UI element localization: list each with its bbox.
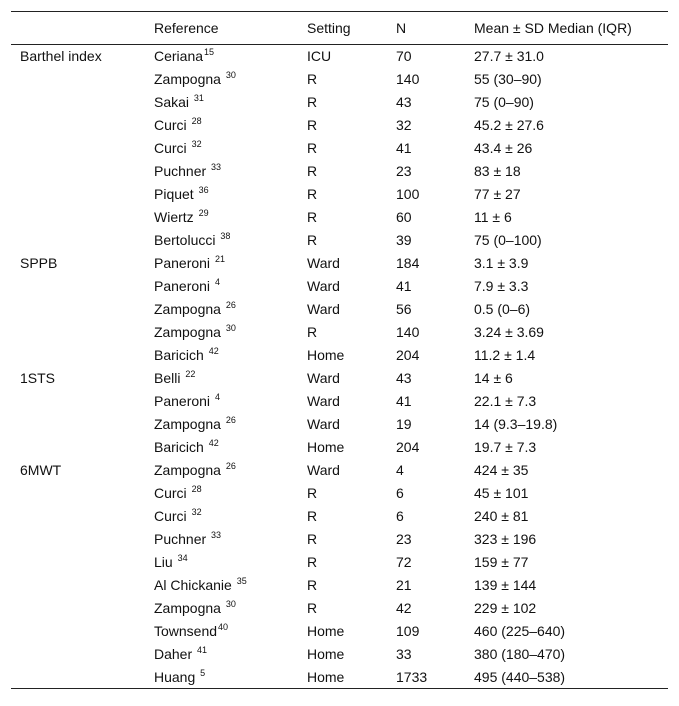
reference-cell (154, 597, 307, 620)
group-cell (11, 137, 154, 160)
reference-name: Ceriana (154, 48, 204, 65)
setting-cell: R (307, 209, 318, 225)
table-row (11, 137, 668, 160)
n-cell: 19 (396, 416, 412, 432)
reference-cell (154, 160, 307, 183)
group-cell: 1STS (20, 370, 56, 386)
reference-name: Belli (154, 370, 185, 386)
reference-name: Zampogna (154, 416, 225, 432)
table-row (11, 45, 668, 68)
reference-cell (154, 137, 307, 160)
reference-citation: 33 (211, 162, 222, 172)
reference-citation: 32 (191, 139, 202, 149)
reference-name: Sakai (154, 94, 193, 110)
table-row (11, 321, 668, 344)
group-cell (11, 91, 154, 114)
group-cell: 6MWT (20, 462, 62, 478)
reference-citation: 4 (214, 277, 220, 287)
table-row (11, 91, 668, 114)
n-cell: 60 (396, 209, 412, 225)
group-cell (11, 643, 154, 666)
group-cell (11, 551, 154, 574)
group-cell (11, 206, 154, 229)
group-cell (11, 390, 154, 413)
reference-citation: 29 (198, 208, 209, 218)
value-cell: 240 ± 81 (474, 508, 529, 524)
reference-citation: 4 (214, 392, 220, 402)
reference-citation: 28 (191, 484, 202, 494)
n-cell: 140 (396, 324, 420, 340)
value-cell: 424 ± 35 (474, 462, 529, 478)
group-cell (11, 505, 154, 528)
table-row (11, 183, 668, 206)
reference-cell (154, 528, 307, 551)
header-cell-reference: Reference (154, 12, 307, 45)
value-cell: 45 ± 101 (474, 485, 529, 501)
reference-name: Baricich (154, 439, 208, 455)
n-cell: 140 (396, 71, 420, 87)
value-cell: 14 ± 6 (474, 370, 513, 386)
setting-cell: Ward (307, 416, 340, 432)
reference-name: Paneroni (154, 393, 214, 409)
setting-cell: R (307, 232, 318, 248)
value-cell: 27.7 ± 31.0 (474, 48, 544, 65)
setting-cell: R (307, 163, 318, 179)
setting-cell: Ward (307, 255, 340, 271)
setting-cell: R (307, 117, 318, 133)
n-cell: 1733 (396, 666, 474, 689)
setting-cell: R (307, 577, 318, 593)
value-cell: 75 (0–90) (474, 94, 534, 110)
n-cell: 6 (396, 485, 404, 501)
value-cell: 55 (30–90) (474, 71, 542, 87)
value-cell: 3.24 ± 3.69 (474, 324, 544, 340)
header-cell-value: Mean ± SD Median (IQR) (474, 12, 668, 45)
reference-citation: 22 (185, 369, 196, 379)
group-cell (11, 620, 154, 643)
reference-cell (154, 344, 307, 367)
group-cell (11, 298, 154, 321)
reference-citation: 15 (204, 47, 215, 58)
reference-cell (154, 321, 307, 344)
setting-cell: R (307, 485, 318, 501)
value-cell: 43.4 ± 26 (474, 140, 533, 156)
reference-cell (154, 574, 307, 597)
reference-name: Curci (154, 508, 191, 524)
reference-cell (154, 252, 307, 275)
setting-cell: R (307, 140, 318, 156)
setting-cell: Home (307, 623, 345, 639)
table-row (11, 459, 668, 482)
value-cell: 11.2 ± 1.4 (474, 347, 536, 363)
group-cell (11, 436, 154, 459)
reference-citation: 28 (191, 116, 202, 126)
reference-citation: 35 (236, 576, 247, 586)
table-row (11, 252, 668, 275)
reference-citation: 33 (211, 530, 222, 540)
setting-cell: Home (307, 439, 345, 455)
group-cell (11, 666, 154, 689)
n-cell: 204 (396, 439, 420, 455)
reference-citation: 42 (208, 438, 219, 448)
group-cell (11, 160, 154, 183)
header-cell-setting: Setting (307, 12, 396, 45)
reference-cell (154, 367, 307, 390)
reference-name: Zampogna (154, 462, 225, 478)
value-cell: 19.7 ± 7.3 (474, 439, 537, 455)
setting-cell: ICU (307, 48, 332, 65)
reference-citation: 41 (197, 645, 208, 655)
reference-cell (154, 436, 307, 459)
setting-cell: R (307, 531, 318, 547)
group-cell (11, 229, 154, 252)
value-cell: 460 (225–640) (474, 623, 566, 639)
table-row (11, 114, 668, 137)
value-cell: 139 ± 144 (474, 577, 537, 593)
setting-cell: R (307, 186, 318, 202)
reference-cell (154, 459, 307, 482)
n-cell: 39 (396, 232, 412, 248)
n-cell: 43 (396, 370, 412, 386)
setting-cell: R (307, 554, 318, 570)
reference-cell (154, 482, 307, 505)
reference-cell (154, 114, 307, 137)
reference-cell (154, 183, 307, 206)
n-cell: 32 (396, 117, 412, 133)
setting-cell: Ward (307, 278, 340, 294)
reference-citation: 38 (220, 231, 231, 241)
reference-citation: 34 (177, 553, 188, 563)
reference-name: Daher (154, 646, 197, 662)
reference-cell (154, 643, 307, 666)
table-row (11, 390, 668, 413)
table-body (11, 45, 668, 689)
value-cell: 229 ± 102 (474, 600, 537, 616)
n-cell: 33 (396, 646, 412, 662)
setting-cell: R (307, 71, 318, 87)
reference-citation: 30 (225, 599, 236, 609)
reference-cell (154, 390, 307, 413)
n-cell: 41 (396, 140, 412, 156)
reference-citation: 40 (218, 622, 229, 632)
reference-cell (154, 275, 307, 298)
table-row (11, 413, 668, 436)
table-row (11, 551, 668, 574)
reference-name: Piquet (154, 186, 198, 202)
reference-cell (154, 68, 307, 91)
reference-citation: 30 (225, 323, 236, 333)
group-cell (11, 344, 154, 367)
table-row (11, 643, 668, 666)
table-row (11, 505, 668, 528)
reference-name: Huang (154, 668, 200, 685)
group-cell (11, 528, 154, 551)
n-cell: 41 (396, 393, 412, 409)
data-table (11, 11, 668, 689)
table-row (11, 597, 668, 620)
reference-name: Al Chickanie (154, 577, 236, 593)
reference-cell (154, 229, 307, 252)
setting-cell: Home (307, 347, 345, 363)
table-row (11, 574, 668, 597)
reference-name: Curci (154, 117, 191, 133)
group-cell (11, 574, 154, 597)
value-cell: 75 (0–100) (474, 232, 542, 248)
reference-name: Paneroni (154, 278, 214, 294)
table-row (11, 666, 668, 689)
header-cell-group (11, 12, 154, 45)
setting-cell: Ward (307, 370, 340, 386)
value-cell: 159 ± 77 (474, 554, 529, 570)
setting-cell: Home (307, 646, 345, 662)
n-cell: 6 (396, 508, 404, 524)
value-cell: 83 ± 18 (474, 163, 521, 179)
n-cell: 72 (396, 554, 412, 570)
value-cell: 7.9 ± 3.3 (474, 278, 529, 294)
n-cell: 4 (396, 462, 404, 478)
reference-citation: 26 (225, 461, 236, 471)
value-cell: 380 (180–470) (474, 646, 566, 662)
n-cell: 204 (396, 347, 420, 363)
group-cell (11, 597, 154, 620)
setting-cell: R (307, 324, 318, 340)
setting-cell: Ward (307, 462, 340, 478)
reference-cell (154, 298, 307, 321)
n-cell: 23 (396, 163, 412, 179)
reference-name: Puchner (154, 163, 211, 179)
reference-citation: 5 (200, 667, 206, 678)
reference-name: Zampogna (154, 301, 225, 317)
setting-cell: R (307, 508, 318, 524)
value-cell: 0.5 (0–6) (474, 301, 531, 317)
table-row (11, 68, 668, 91)
value-cell: 323 ± 196 (474, 531, 537, 547)
value-cell: 495 (440–538) (474, 666, 668, 689)
setting-cell: Ward (307, 393, 340, 409)
reference-cell (154, 91, 307, 114)
table-row (11, 229, 668, 252)
reference-citation: 21 (214, 254, 225, 264)
reference-name: Bertolucci (154, 232, 220, 248)
n-cell: 184 (396, 255, 420, 271)
n-cell: 23 (396, 531, 412, 547)
n-cell: 100 (396, 186, 420, 202)
value-cell: 22.1 ± 7.3 (474, 393, 537, 409)
reference-name: Puchner (154, 531, 211, 547)
table-row (11, 367, 668, 390)
n-cell: 109 (396, 623, 420, 639)
table-row (11, 528, 668, 551)
reference-cell (154, 666, 307, 689)
setting-cell: Home (307, 666, 396, 689)
n-cell: 21 (396, 577, 412, 593)
table-row (11, 275, 668, 298)
reference-citation: 26 (225, 415, 236, 425)
value-cell: 45.2 ± 27.6 (474, 117, 544, 133)
reference-citation: 42 (208, 346, 219, 356)
group-cell (11, 321, 154, 344)
reference-name: Zampogna (154, 324, 225, 340)
group-cell (11, 68, 154, 91)
reference-citation: 36 (198, 185, 209, 195)
n-cell: 43 (396, 94, 412, 110)
value-cell: 3.1 ± 3.9 (474, 255, 529, 271)
reference-name: Zampogna (154, 71, 225, 87)
group-cell (11, 413, 154, 436)
table-row (11, 620, 668, 643)
reference-cell (154, 620, 307, 643)
table-row (11, 482, 668, 505)
n-cell: 70 (396, 48, 412, 65)
group-cell (11, 114, 154, 137)
reference-name: Curci (154, 485, 191, 501)
reference-cell (154, 413, 307, 436)
reference-name: Zampogna (154, 600, 225, 616)
reference-name: Baricich (154, 347, 208, 363)
table-row (11, 298, 668, 321)
table-row (11, 344, 668, 367)
reference-citation: 26 (225, 300, 236, 310)
n-cell: 56 (396, 301, 412, 317)
reference-name: Wiertz (154, 209, 198, 225)
reference-name: Curci (154, 140, 191, 156)
header-row (11, 12, 668, 45)
group-cell: SPPB (20, 255, 58, 271)
reference-cell (154, 551, 307, 574)
reference-cell (154, 45, 307, 68)
n-cell: 41 (396, 278, 412, 294)
group-cell: Barthel index (20, 48, 102, 65)
table-row (11, 436, 668, 459)
group-cell (11, 275, 154, 298)
reference-cell (154, 505, 307, 528)
table-row (11, 160, 668, 183)
reference-citation: 31 (193, 93, 204, 103)
value-cell: 11 ± 6 (474, 209, 512, 225)
value-cell: 14 (9.3–19.8) (474, 416, 558, 432)
setting-cell: R (307, 600, 318, 616)
setting-cell: R (307, 94, 318, 110)
reference-cell (154, 206, 307, 229)
value-cell: 77 ± 27 (474, 186, 521, 202)
header-cell-n: N (396, 12, 474, 45)
group-cell (11, 482, 154, 505)
reference-name: Townsend (154, 623, 218, 639)
n-cell: 42 (396, 600, 412, 616)
reference-citation: 32 (191, 507, 202, 517)
reference-citation: 30 (225, 70, 236, 80)
table-row (11, 206, 668, 229)
group-cell (11, 183, 154, 206)
reference-name: Paneroni (154, 255, 214, 271)
setting-cell: Ward (307, 301, 340, 317)
reference-name: Liu (154, 554, 177, 570)
